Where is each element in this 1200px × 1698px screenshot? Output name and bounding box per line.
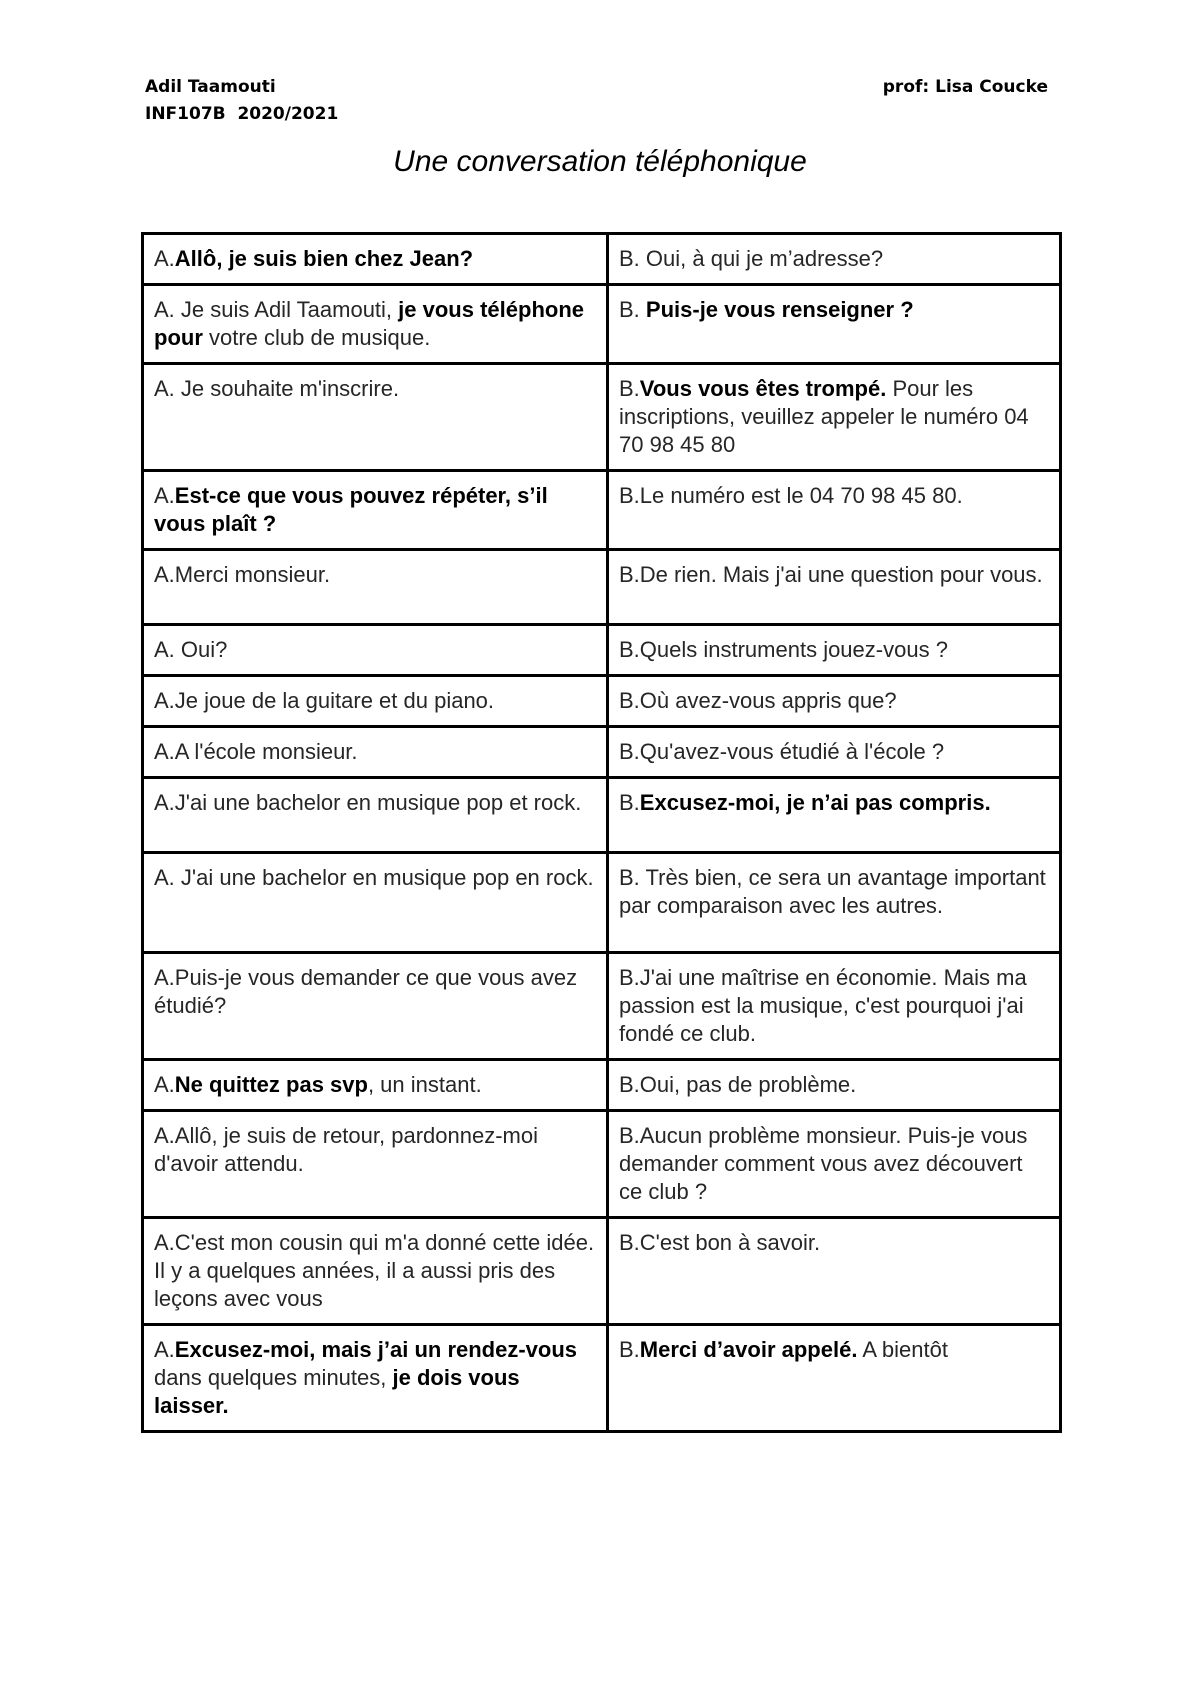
table-row — [143, 778, 1061, 853]
speaker-a-cell — [143, 853, 608, 953]
table-row — [143, 853, 1061, 953]
text-segment: A. — [154, 483, 175, 508]
text-segment: A. — [154, 1072, 175, 1097]
speaker-a-cell — [143, 676, 608, 727]
speaker-b-cell — [608, 471, 1061, 550]
text-segment: A.Je joue de la guitare et du piano. — [154, 688, 495, 713]
speaker-b-cell — [608, 550, 1061, 625]
text-segment: B.De rien. Mais j'ai une question pour vous. — [619, 562, 1043, 587]
speaker-b-cell — [608, 1060, 1061, 1111]
bold-phrase: je vous téléphone pour — [154, 297, 584, 350]
text-segment: A. — [154, 246, 175, 271]
speaker-b-cell — [608, 953, 1061, 1060]
speaker-b-cell — [608, 625, 1061, 676]
table-row — [143, 1325, 1061, 1432]
speaker-a-cell — [143, 953, 608, 1060]
dialogue-table-body — [143, 234, 1061, 1432]
bold-phrase: je dois vous laisser. — [154, 1365, 520, 1418]
text-segment: B. — [619, 790, 640, 815]
table-row — [143, 550, 1061, 625]
text-segment: B.Le numéro est le 04 70 98 45 80. — [619, 483, 963, 508]
table-row — [143, 285, 1061, 364]
table-row — [143, 471, 1061, 550]
text-segment: B. Oui, à qui je m’adresse? — [619, 246, 884, 271]
speaker-a-cell — [143, 625, 608, 676]
text-segment: B. — [619, 1337, 640, 1362]
bold-phrase: Est-ce que vous pouvez répéter, s’il vous plaît ? — [154, 483, 548, 536]
speaker-a-cell — [143, 1111, 608, 1218]
text-segment: A. Oui? — [154, 637, 228, 662]
text-segment: A. Je souhaite m'inscrire. — [154, 376, 400, 401]
course-code: INF107B 2020/2021 — [145, 104, 339, 124]
text-segment: A.Allô, je suis de retour, pardonnez-moi d'avoir attendu. — [154, 1123, 538, 1176]
text-segment: B.Oui, pas de problème. — [619, 1072, 857, 1097]
text-segment: A.Puis-je vous demander ce que vous avez étudié? — [154, 965, 578, 1018]
speaker-a-cell — [143, 1060, 608, 1111]
bold-phrase: Puis-je vous renseigner ? — [645, 297, 914, 322]
speaker-a-cell — [143, 471, 608, 550]
text-segment: B.Où avez-vous appris que? — [619, 688, 897, 713]
text-segment: A.J'ai une bachelor en musique pop et rock. — [154, 790, 582, 815]
table-row — [143, 1111, 1061, 1218]
bold-phrase: Vous vous êtes trompé. — [639, 376, 887, 401]
document-header — [145, 74, 338, 128]
table-row — [143, 1218, 1061, 1325]
teacher-name: prof: Lisa Coucke — [882, 77, 1048, 97]
text-segment: A. — [154, 1337, 175, 1362]
text-segment: B.J'ai une maîtrise en économie. Mais ma passion est la musique, c'est pourquoi j'ai fondé ce club. — [619, 965, 1027, 1046]
table-row — [143, 727, 1061, 778]
speaker-b-cell — [608, 1111, 1061, 1218]
text-segment: votre club de musique. — [202, 325, 431, 350]
table-row — [143, 234, 1061, 285]
speaker-b-cell — [608, 727, 1061, 778]
table-row — [143, 676, 1061, 727]
speaker-a-cell — [143, 285, 608, 364]
text-segment: B.Qu'avez-vous étudié à l'école ? — [619, 739, 945, 764]
text-segment: A.Merci monsieur. — [154, 562, 331, 587]
speaker-b-cell — [608, 364, 1061, 471]
text-segment: B. Très bien, ce sera un avantage important par comparaison avec les autres. — [619, 865, 1046, 918]
bold-phrase: Allô, je suis bien chez Jean? — [174, 246, 474, 271]
text-segment: A. J'ai une bachelor en musique pop en rock. — [154, 865, 594, 890]
text-segment: B.Aucun problème monsieur. Puis-je vous demander comment vous avez découvert ce club ? — [619, 1123, 1028, 1204]
speaker-a-cell — [143, 550, 608, 625]
speaker-a-cell — [143, 778, 608, 853]
text-segment: , un instant. — [367, 1072, 482, 1097]
text-segment: B. — [619, 297, 646, 322]
author-name: Adil Taamouti — [145, 77, 276, 97]
table-row — [143, 364, 1061, 471]
text-segment: A.A l'école monsieur. — [154, 739, 358, 764]
speaker-b-cell — [608, 778, 1061, 853]
text-segment: A. Je suis Adil Taamouti, — [154, 297, 399, 322]
bold-phrase: Excusez-moi, je n’ai pas compris. — [639, 790, 991, 815]
speaker-b-cell — [608, 1325, 1061, 1432]
text-segment: B.C'est bon à savoir. — [619, 1230, 821, 1255]
text-segment: dans quelques minutes, — [154, 1365, 393, 1390]
speaker-a-cell — [143, 1325, 608, 1432]
speaker-b-cell — [608, 234, 1061, 285]
bold-phrase: Merci d’avoir appelé. — [639, 1337, 858, 1362]
speaker-b-cell — [608, 676, 1061, 727]
text-segment: A.C'est mon cousin qui m'a donné cette idée. Il y a quelques années, il a aussi pris des leçons avec vous — [154, 1230, 595, 1311]
text-segment: B.Quels instruments jouez-vous ? — [619, 637, 948, 662]
page-title: Une conversation téléphonique — [393, 145, 807, 178]
bold-phrase: Ne quittez pas svp — [174, 1072, 368, 1097]
table-row — [143, 1060, 1061, 1111]
speaker-b-cell — [608, 853, 1061, 953]
speaker-a-cell — [143, 364, 608, 471]
bold-phrase: Excusez-moi, mais j’ai un rendez-vous — [174, 1337, 578, 1362]
text-segment: B. — [619, 376, 640, 401]
table-row — [143, 625, 1061, 676]
speaker-b-cell — [608, 285, 1061, 364]
speaker-b-cell — [608, 1218, 1061, 1325]
speaker-a-cell — [143, 1218, 608, 1325]
speaker-a-cell — [143, 234, 608, 285]
text-segment: A bientôt — [857, 1337, 948, 1362]
table-row — [143, 953, 1061, 1060]
dialogue-table — [141, 232, 1062, 1433]
speaker-a-cell — [143, 727, 608, 778]
text-segment: Pour les inscriptions, veuillez appeler le numéro 04 70 98 45 80 — [619, 376, 1029, 457]
